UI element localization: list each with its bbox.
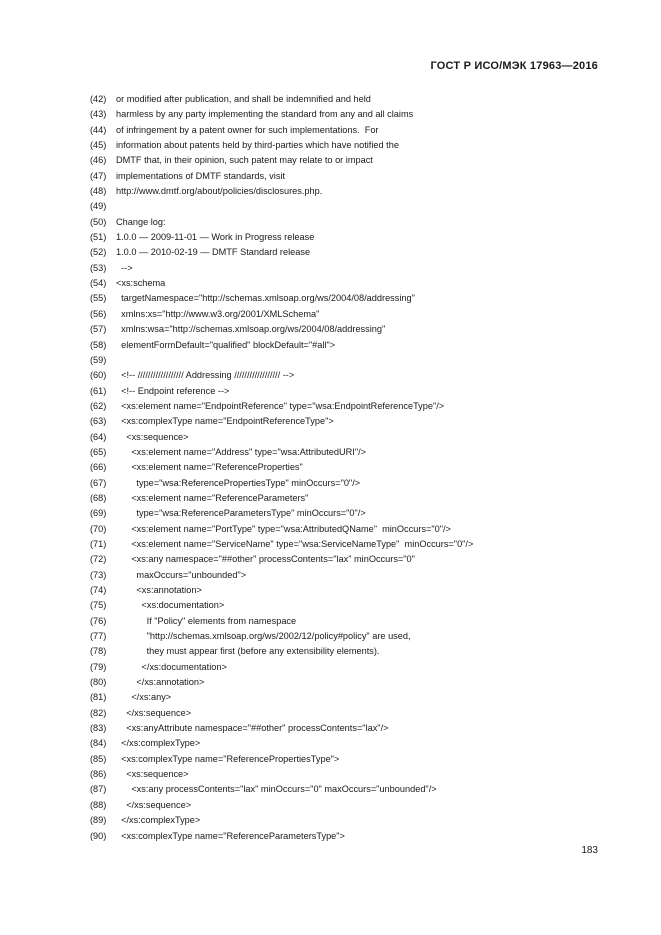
line-number: (57) bbox=[90, 324, 107, 335]
line-text: --> bbox=[116, 262, 133, 273]
line-number: (53) bbox=[90, 262, 107, 273]
line-text: <xs:element name="Address" type="wsa:AttributedURI"/> bbox=[116, 446, 366, 457]
line-number: (58) bbox=[90, 339, 107, 350]
line-text: <xs:complexType name="ReferencePropertiesType"> bbox=[116, 753, 340, 764]
line-number: (73) bbox=[90, 569, 107, 580]
line-text: </xs:any> bbox=[116, 692, 172, 703]
line-text: </xs:documentation> bbox=[116, 661, 227, 672]
line-number: (68) bbox=[90, 492, 107, 503]
line-text: 1.0.0 — 2009-11-01 — Work in Progress release bbox=[116, 232, 315, 243]
line-number: (48) bbox=[90, 186, 107, 197]
line-number: (89) bbox=[90, 815, 107, 826]
code-line bbox=[90, 276, 610, 291]
line-text: http://www.dmtf.org/about/policies/disclosures.php. bbox=[116, 186, 323, 197]
line-text: information about patents held by third-parties which have notified the bbox=[116, 140, 399, 151]
code-line bbox=[90, 675, 610, 690]
code-line bbox=[90, 107, 610, 122]
line-number: (50) bbox=[90, 216, 107, 227]
line-text: If "Policy" elements from namespace bbox=[116, 615, 297, 626]
line-number: (63) bbox=[90, 416, 107, 427]
standard-header: ГОСТ Р ИСО/МЭК 17963—2016 bbox=[430, 60, 598, 72]
code-line bbox=[90, 506, 610, 521]
line-number: (75) bbox=[90, 600, 107, 611]
line-number: (64) bbox=[90, 431, 107, 442]
line-number: (77) bbox=[90, 631, 107, 642]
code-line bbox=[90, 445, 610, 460]
code-line bbox=[90, 291, 610, 306]
line-text: </xs:complexType> bbox=[116, 738, 201, 749]
code-line bbox=[90, 690, 610, 705]
line-number: (46) bbox=[90, 155, 107, 166]
code-line bbox=[90, 537, 610, 552]
line-number: (56) bbox=[90, 308, 107, 319]
code-line bbox=[90, 706, 610, 721]
line-text: <xs:element name="ReferenceParameters" bbox=[116, 492, 309, 503]
line-number: (61) bbox=[90, 385, 107, 396]
line-text: 1.0.0 — 2010-02-19 — DMTF Standard release bbox=[116, 247, 311, 258]
line-text: </xs:complexType> bbox=[116, 815, 201, 826]
page-number: 183 bbox=[581, 845, 598, 856]
line-text: maxOccurs="unbounded"> bbox=[116, 569, 247, 580]
line-number: (62) bbox=[90, 400, 107, 411]
line-number: (59) bbox=[90, 354, 107, 365]
code-line bbox=[90, 92, 610, 107]
line-text: <xs:element name="ServiceName" type="wsa:ServiceNameType" minOccurs="0"/> bbox=[116, 538, 474, 549]
code-line bbox=[90, 598, 610, 613]
code-line bbox=[90, 169, 610, 184]
line-number: (87) bbox=[90, 784, 107, 795]
line-text: they must appear first (before any extensibility elements). bbox=[116, 646, 380, 657]
line-number: (74) bbox=[90, 585, 107, 595]
code-line bbox=[90, 184, 610, 199]
line-number: (79) bbox=[90, 661, 107, 672]
line-number: (82) bbox=[90, 707, 107, 718]
code-line bbox=[90, 522, 610, 537]
line-text: Change log: bbox=[116, 216, 166, 227]
line-number: (45) bbox=[90, 140, 107, 151]
line-number: (67) bbox=[90, 477, 107, 488]
code-line bbox=[90, 767, 610, 782]
line-text: elementFormDefault="qualified" blockDefault="#all"> bbox=[116, 339, 336, 350]
code-line bbox=[90, 491, 610, 506]
line-number: (52) bbox=[90, 247, 107, 258]
line-text: <xs:documentation> bbox=[116, 600, 225, 611]
line-text: <xs:element name="PortType" type="wsa:AttributedQName" minOccurs="0"/> bbox=[116, 523, 451, 534]
line-text: type="wsa:ReferenceParametersType" minOccurs="0"/> bbox=[116, 508, 366, 519]
code-listing bbox=[90, 92, 610, 844]
code-line bbox=[90, 552, 610, 567]
line-number: (47) bbox=[90, 170, 107, 181]
line-number: (70) bbox=[90, 523, 107, 534]
code-line bbox=[90, 414, 610, 429]
line-text: <xs:schema bbox=[116, 278, 166, 289]
code-line bbox=[90, 245, 610, 260]
line-text: <xs:sequence> bbox=[116, 769, 189, 780]
line-number: (51) bbox=[90, 232, 107, 243]
code-line bbox=[90, 430, 610, 445]
line-text: <xs:any processContents="lax" minOccurs="0" maxOccurs="unbounded"/> bbox=[116, 784, 437, 795]
line-text: <xs:complexType name="ReferenceParametersType"> bbox=[116, 830, 345, 841]
line-number: (84) bbox=[90, 738, 107, 749]
code-line bbox=[90, 307, 610, 322]
line-text: xmlns:xs="http://www.w3.org/2001/XMLSchema" bbox=[116, 308, 320, 319]
code-line bbox=[90, 614, 610, 629]
line-text: type="wsa:ReferencePropertiesType" minOccurs="0"/> bbox=[116, 477, 361, 488]
line-number: (60) bbox=[90, 370, 107, 381]
code-line bbox=[90, 460, 610, 475]
line-text: <xs:element name="ReferenceProperties" bbox=[116, 462, 303, 473]
code-line bbox=[90, 782, 610, 797]
line-number: (44) bbox=[90, 124, 107, 135]
line-text: <xs:any namespace="##other" processContents="lax" minOccurs="0" bbox=[116, 554, 415, 565]
line-text: <!-- Endpoint reference --> bbox=[116, 385, 230, 396]
line-number: (86) bbox=[90, 769, 107, 780]
line-number: (43) bbox=[90, 109, 107, 120]
line-text: xmlns:wsa="http://schemas.xmlsoap.org/ws/2004/08/addressing" bbox=[116, 324, 386, 335]
code-line bbox=[90, 353, 610, 368]
line-text: </xs:sequence> bbox=[116, 799, 192, 810]
line-number: (42) bbox=[90, 94, 107, 104]
line-text: implementations of DMTF standards, visit bbox=[116, 170, 286, 181]
code-line bbox=[90, 583, 610, 598]
code-line bbox=[90, 230, 610, 245]
code-line bbox=[90, 629, 610, 644]
code-line bbox=[90, 338, 610, 353]
code-line bbox=[90, 644, 610, 659]
line-text: of infringement by a patent owner for such implementations. For bbox=[116, 124, 379, 135]
line-text: <xs:anyAttribute namespace="##other" processContents="lax"/> bbox=[116, 723, 389, 734]
line-text: DMTF that, in their opinion, such patent may relate to or impact bbox=[116, 155, 373, 166]
line-number: (81) bbox=[90, 692, 107, 703]
line-text: <xs:annotation> bbox=[116, 585, 202, 595]
line-number: (83) bbox=[90, 723, 107, 734]
line-number: (65) bbox=[90, 446, 107, 457]
code-line bbox=[90, 568, 610, 583]
code-line bbox=[90, 261, 610, 276]
code-line bbox=[90, 736, 610, 751]
code-line bbox=[90, 829, 610, 844]
code-line bbox=[90, 399, 610, 414]
line-text: <xs:complexType name="EndpointReferenceType"> bbox=[116, 416, 334, 427]
code-line bbox=[90, 721, 610, 736]
line-number: (54) bbox=[90, 278, 107, 289]
line-number: (85) bbox=[90, 753, 107, 764]
code-line bbox=[90, 123, 610, 138]
line-text: "http://schemas.xmlsoap.org/ws/2002/12/policy#policy" are used, bbox=[116, 631, 411, 642]
code-line bbox=[90, 138, 610, 153]
line-number: (80) bbox=[90, 677, 107, 688]
code-line bbox=[90, 153, 610, 168]
code-line bbox=[90, 384, 610, 399]
code-line bbox=[90, 660, 610, 675]
line-text: <xs:sequence> bbox=[116, 431, 189, 442]
line-number: (69) bbox=[90, 508, 107, 519]
line-number: (66) bbox=[90, 462, 107, 473]
code-line bbox=[90, 199, 610, 214]
line-number: (90) bbox=[90, 830, 107, 841]
code-line bbox=[90, 798, 610, 813]
line-number: (49) bbox=[90, 201, 107, 212]
line-number: (72) bbox=[90, 554, 107, 565]
line-number: (88) bbox=[90, 799, 107, 810]
line-number: (71) bbox=[90, 538, 107, 549]
code-line bbox=[90, 813, 610, 828]
code-line bbox=[90, 476, 610, 491]
code-line bbox=[90, 752, 610, 767]
line-text: harmless by any party implementing the standard from any and all claims bbox=[116, 109, 414, 120]
line-text: <!-- ////////////////// Addressing ////////////////// --> bbox=[116, 370, 295, 381]
code-line bbox=[90, 215, 610, 230]
code-line bbox=[90, 322, 610, 337]
code-line bbox=[90, 368, 610, 383]
line-number: (78) bbox=[90, 646, 107, 657]
line-text: or modified after publication, and shall be indemnified and held bbox=[116, 94, 371, 104]
line-text: </xs:sequence> bbox=[116, 707, 192, 718]
line-text: <xs:element name="EndpointReference" type="wsa:EndpointReferenceType"/> bbox=[116, 400, 445, 411]
line-text: targetNamespace="http://schemas.xmlsoap.org/ws/2004/08/addressing" bbox=[116, 293, 415, 304]
line-number: (76) bbox=[90, 615, 107, 626]
line-text: </xs:annotation> bbox=[116, 677, 205, 688]
line-number: (55) bbox=[90, 293, 107, 304]
